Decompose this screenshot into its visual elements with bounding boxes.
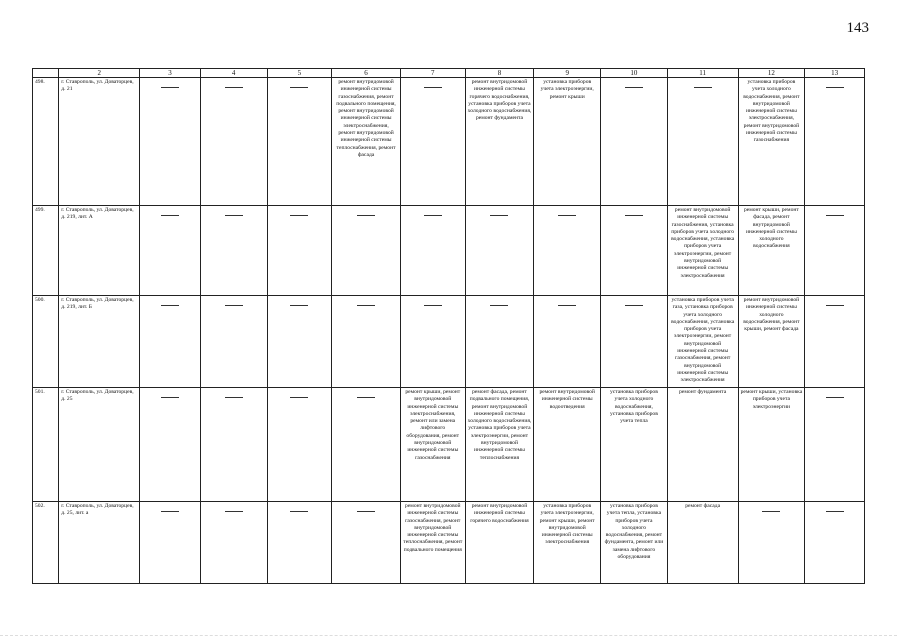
repair-schedule-table — [32, 68, 865, 584]
dash-mark — [625, 215, 643, 216]
dash-mark — [225, 305, 243, 306]
empty-dash-cell — [667, 78, 738, 206]
dash-mark — [357, 511, 375, 512]
dash-mark — [826, 397, 844, 398]
table-row — [33, 206, 865, 296]
address-cell: г. Ставрополь, ул. Доваторцев, д. 21 — [59, 78, 140, 206]
table-row — [33, 388, 865, 502]
empty-dash-cell — [400, 296, 465, 388]
footer-divider — [0, 635, 897, 636]
dash-mark — [357, 305, 375, 306]
empty-dash-cell — [200, 502, 267, 584]
dash-mark — [357, 215, 375, 216]
work-description-cell: ремонт крыши, ремонт внутридомовой инженерной системы электроснабжения, ремонт или замена лифтового оборудования, ремонт внутридомовой инженерной системы газоснабжения — [400, 388, 465, 502]
column-header: 13 — [805, 69, 865, 78]
dash-mark — [826, 87, 844, 88]
row-number: 501. — [33, 388, 59, 502]
dash-mark — [625, 87, 643, 88]
address-cell: г. Ставрополь, ул. Доваторцев, д. 219, лит. А — [59, 206, 140, 296]
empty-dash-cell — [140, 502, 201, 584]
empty-dash-cell — [601, 296, 668, 388]
empty-dash-cell — [200, 296, 267, 388]
empty-dash-cell — [805, 296, 865, 388]
empty-dash-cell — [534, 296, 601, 388]
dash-mark — [625, 305, 643, 306]
dash-mark — [490, 215, 508, 216]
column-header: 10 — [601, 69, 668, 78]
dash-mark — [161, 511, 179, 512]
work-description-cell: ремонт внутридомовой инженерной системы газоснабжения, установка приборов учета холодного водоснабжения, установка приборов учета электроэнергии, ремонт внутридомовой инженерной системы электроснабжения — [667, 206, 738, 296]
dash-mark — [558, 305, 576, 306]
empty-dash-cell — [534, 206, 601, 296]
dash-mark — [357, 397, 375, 398]
empty-dash-cell — [267, 206, 332, 296]
column-header: 5 — [267, 69, 332, 78]
column-header-row — [33, 69, 865, 78]
empty-dash-cell — [200, 78, 267, 206]
empty-dash-cell — [200, 206, 267, 296]
dash-mark — [290, 87, 308, 88]
work-description-cell: ремонт внутридомовой инженерной системы горячего водоснабжения, установка приборов учета холодного водоснабжения, ремонт фундамента — [465, 78, 534, 206]
column-header: 9 — [534, 69, 601, 78]
dash-mark — [290, 305, 308, 306]
empty-dash-cell — [738, 502, 805, 584]
work-description-cell: ремонт фундамента — [667, 388, 738, 502]
column-header: 8 — [465, 69, 534, 78]
dash-mark — [225, 215, 243, 216]
empty-dash-cell — [200, 388, 267, 502]
row-number: 500. — [33, 296, 59, 388]
column-header: 3 — [140, 69, 201, 78]
empty-dash-cell — [805, 502, 865, 584]
column-header — [33, 69, 59, 78]
empty-dash-cell — [805, 78, 865, 206]
dash-mark — [490, 305, 508, 306]
table-row — [33, 78, 865, 206]
dash-mark — [762, 511, 780, 512]
dash-mark — [161, 87, 179, 88]
dash-mark — [290, 511, 308, 512]
column-header: 7 — [400, 69, 465, 78]
row-number: 498. — [33, 78, 59, 206]
empty-dash-cell — [267, 296, 332, 388]
address-cell: г. Ставрополь, ул. Доваторцев, д. 25, лит. а — [59, 502, 140, 584]
empty-dash-cell — [267, 502, 332, 584]
dash-mark — [161, 305, 179, 306]
table-row — [33, 296, 865, 388]
column-header: 11 — [667, 69, 738, 78]
empty-dash-cell — [267, 388, 332, 502]
dash-mark — [290, 215, 308, 216]
column-header: 6 — [332, 69, 401, 78]
empty-dash-cell — [267, 78, 332, 206]
dash-mark — [424, 305, 442, 306]
dash-mark — [826, 215, 844, 216]
dash-mark — [826, 511, 844, 512]
work-description-cell: установка приборов учета газа, установка приборов учета холодного водоснабжения, установка приборов учета электроэнергии, ремонт внутридомовой инженерной системы газоснабжения, ремонт внутридомовой инженерной системы электроснабжения — [667, 296, 738, 388]
work-description-cell: ремонт крыши, установка приборов учета электроэнергии — [738, 388, 805, 502]
empty-dash-cell — [140, 206, 201, 296]
work-description-cell: установка приборов учета холодного водоснабжения, установка приборов учета тепла — [601, 388, 668, 502]
empty-dash-cell — [805, 206, 865, 296]
work-description-cell: ремонт фасада, ремонт подвального помещения, ремонт внутридомовой инженерной системы холодного водоснабжения, установка приборов учета электроэнергии, ремонт внутридомовой инженерной системы теплоснабжения — [465, 388, 534, 502]
dash-mark — [290, 397, 308, 398]
row-number: 499. — [33, 206, 59, 296]
work-description-cell: ремонт внутридомовой инженерной системы горячего водоснабжения — [465, 502, 534, 584]
empty-dash-cell — [332, 388, 401, 502]
column-header: 4 — [200, 69, 267, 78]
work-description-cell: установка приборов учета тепла, установка приборов учета холодного водоснабжения, ремонт фундамента, ремонт или замена лифтового оборудования — [601, 502, 668, 584]
empty-dash-cell — [140, 388, 201, 502]
empty-dash-cell — [140, 78, 201, 206]
empty-dash-cell — [400, 78, 465, 206]
page-number: 143 — [846, 20, 869, 36]
work-description-cell: ремонт фасада — [667, 502, 738, 584]
empty-dash-cell — [332, 502, 401, 584]
work-description-cell: установка приборов учета электроэнергии, ремонт крыши — [534, 78, 601, 206]
dash-mark — [424, 215, 442, 216]
dash-mark — [558, 215, 576, 216]
empty-dash-cell — [400, 206, 465, 296]
work-description-cell: ремонт крыши, ремонт фасада, ремонт внутридомовой инженерной системы холодного водоснабжения — [738, 206, 805, 296]
column-header: 12 — [738, 69, 805, 78]
address-cell: г. Ставрополь, ул. Доваторцев, д. 25 — [59, 388, 140, 502]
empty-dash-cell — [140, 296, 201, 388]
table-row — [33, 502, 865, 584]
dash-mark — [225, 511, 243, 512]
dash-mark — [826, 305, 844, 306]
empty-dash-cell — [332, 296, 401, 388]
work-description-cell: установка приборов учета электроэнергии, ремонт крыши, ремонт внутридомовой инженерной системы электроснабжения — [534, 502, 601, 584]
dash-mark — [225, 87, 243, 88]
dash-mark — [161, 215, 179, 216]
work-description-cell: ремонт внутридомовой инженерной системы газоснабжения, ремонт внутридомовой инженерной системы теплоснабжения, ремонт подвального помещения — [400, 502, 465, 584]
column-header: 2 — [59, 69, 140, 78]
dash-mark — [161, 397, 179, 398]
work-description-cell: ремонт внутридомовой инженерной системы водоотведения — [534, 388, 601, 502]
address-cell: г. Ставрополь, ул. Доваторцев, д. 219, лит. Б — [59, 296, 140, 388]
row-number: 502. — [33, 502, 59, 584]
dash-mark — [225, 397, 243, 398]
dash-mark — [694, 87, 712, 88]
empty-dash-cell — [805, 388, 865, 502]
empty-dash-cell — [332, 206, 401, 296]
dash-mark — [424, 87, 442, 88]
work-description-cell: установка приборов учета холодного водоснабжения, ремонт внутридомовой инженерной системы электроснабжения, ремонт внутридомовой инженерной системы газоснабжения — [738, 78, 805, 206]
empty-dash-cell — [465, 206, 534, 296]
work-description-cell: ремонт внутридомовой инженерной системы холодного водоснабжения, ремонт крыши, ремонт фасада — [738, 296, 805, 388]
empty-dash-cell — [465, 296, 534, 388]
empty-dash-cell — [601, 206, 668, 296]
empty-dash-cell — [601, 78, 668, 206]
work-description-cell: ремонт внутридомовой инженерной системы газоснабжения, ремонт подвального помещения, ремонт внутридомовой инженерной системы электроснабжения, ремонт внутридомовой инженерной системы теплоснабжения, ремонт фасада — [332, 78, 401, 206]
